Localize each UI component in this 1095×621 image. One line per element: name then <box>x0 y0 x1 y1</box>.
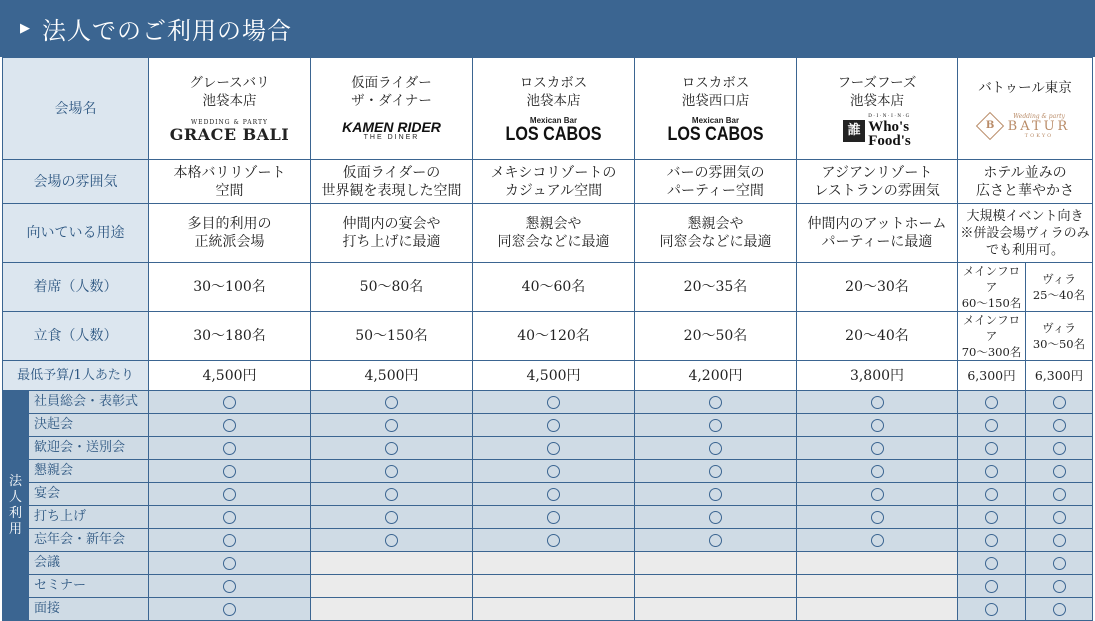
row-label-suitable-use: 向いている用途 <box>3 204 149 263</box>
available-cell <box>1026 414 1093 437</box>
venue-header-whos-foods <box>797 58 958 160</box>
standing-cell: 50〜150名 <box>311 312 473 361</box>
available-cell <box>149 575 311 598</box>
circle-mark-icon <box>223 396 236 409</box>
available-cell <box>311 460 473 483</box>
unavailable-cell <box>311 575 473 598</box>
budget-cell-main-floor: 6,300円 <box>958 361 1026 391</box>
available-cell <box>635 437 797 460</box>
use-row-label: 懇親会 <box>29 460 149 483</box>
available-cell <box>797 483 958 506</box>
available-cell <box>958 414 1026 437</box>
grace-bali-logo: WEDDING & PARTY GRACE BALI <box>169 118 290 144</box>
circle-mark-icon <box>871 442 884 455</box>
available-cell <box>797 506 958 529</box>
available-cell <box>311 414 473 437</box>
venue-header-los-cabos-honten <box>473 58 635 160</box>
circle-mark-icon <box>1053 419 1066 432</box>
standing-row <box>3 312 1093 361</box>
available-cell <box>1026 598 1093 621</box>
available-cell <box>797 460 958 483</box>
use-row <box>3 529 1093 552</box>
available-cell <box>1026 506 1093 529</box>
seated-cell: 20〜35名 <box>635 263 797 312</box>
use-cell: 懇親会や 同窓会などに最適 <box>635 204 797 263</box>
circle-mark-icon <box>985 419 998 432</box>
circle-mark-icon <box>547 534 560 547</box>
use-row-label: 面接 <box>29 598 149 621</box>
budget-row <box>3 361 1093 391</box>
standing-cell-main-floor: メインフロア 70〜300名 <box>958 312 1026 361</box>
circle-mark-icon <box>547 488 560 501</box>
circle-mark-icon <box>1053 488 1066 501</box>
available-cell <box>473 391 635 414</box>
standing-cell: 20〜50名 <box>635 312 797 361</box>
row-label-venue-name: 会場名 <box>3 58 149 160</box>
use-row-label: 決起会 <box>29 414 149 437</box>
standing-cell: 20〜40名 <box>797 312 958 361</box>
atmosphere-cell: メキシコリゾートの カジュアル空間 <box>473 160 635 204</box>
circle-mark-icon <box>985 603 998 616</box>
circle-mark-icon <box>709 419 722 432</box>
circle-mark-icon <box>385 419 398 432</box>
seated-cell: 20〜30名 <box>797 263 958 312</box>
circle-mark-icon <box>385 511 398 524</box>
unavailable-cell <box>797 552 958 575</box>
atmosphere-cell: アジアンリゾート レストランの雰囲気 <box>797 160 958 204</box>
available-cell <box>473 506 635 529</box>
circle-mark-icon <box>709 534 722 547</box>
venue-header-batur <box>958 58 1093 160</box>
use-row-label: 宴会 <box>29 483 149 506</box>
circle-mark-icon <box>871 419 884 432</box>
available-cell <box>1026 529 1093 552</box>
venue-header-kamen-rider <box>311 58 473 160</box>
use-row-label: 忘年会・新年会 <box>29 529 149 552</box>
los-cabos-logo: Mexican Bar LOS CABOS <box>667 116 764 145</box>
unavailable-cell <box>473 598 635 621</box>
available-cell <box>473 437 635 460</box>
circle-mark-icon <box>1053 511 1066 524</box>
unavailable-cell <box>635 575 797 598</box>
available-cell <box>311 437 473 460</box>
suitable-use-row <box>3 204 1093 263</box>
standing-cell: 30〜180名 <box>149 312 311 361</box>
available-cell <box>635 506 797 529</box>
venue-name: 仮面ライダー ザ・ダイナー <box>351 74 432 109</box>
circle-mark-icon <box>547 511 560 524</box>
available-cell <box>1026 391 1093 414</box>
batur-logo: B Wedding & party BATUR TOKYO <box>958 113 1092 139</box>
available-cell <box>149 437 311 460</box>
circle-mark-icon <box>709 442 722 455</box>
available-cell <box>149 506 311 529</box>
use-cell: 懇親会や 同窓会などに最適 <box>473 204 635 263</box>
circle-mark-icon <box>985 580 998 593</box>
circle-mark-icon <box>1053 580 1066 593</box>
circle-mark-icon <box>385 442 398 455</box>
available-cell <box>311 391 473 414</box>
available-cell <box>149 529 311 552</box>
use-row <box>3 483 1093 506</box>
circle-mark-icon <box>985 534 998 547</box>
available-cell <box>1026 552 1093 575</box>
circle-mark-icon <box>709 488 722 501</box>
available-cell <box>635 460 797 483</box>
seated-cell: 30〜100名 <box>149 263 311 312</box>
los-cabos-logo: Mexican Bar LOS CABOS <box>505 116 602 145</box>
circle-mark-icon <box>985 442 998 455</box>
circle-mark-icon <box>547 465 560 478</box>
venue-header-grace-bali <box>149 58 311 160</box>
circle-mark-icon <box>1053 442 1066 455</box>
available-cell <box>311 529 473 552</box>
use-row <box>3 391 1093 414</box>
available-cell <box>958 460 1026 483</box>
available-cell <box>635 391 797 414</box>
available-cell <box>1026 575 1093 598</box>
available-cell <box>149 460 311 483</box>
circle-mark-icon <box>223 488 236 501</box>
circle-mark-icon <box>385 534 398 547</box>
available-cell <box>1026 460 1093 483</box>
unavailable-cell <box>635 552 797 575</box>
circle-mark-icon <box>223 511 236 524</box>
budget-cell: 4,200円 <box>635 361 797 391</box>
available-cell <box>635 483 797 506</box>
available-cell <box>473 529 635 552</box>
standing-cell: 40〜120名 <box>473 312 635 361</box>
available-cell <box>958 552 1026 575</box>
available-cell <box>149 598 311 621</box>
row-label-seated: 着席（人数） <box>3 263 149 312</box>
available-cell <box>797 529 958 552</box>
available-cell <box>958 529 1026 552</box>
available-cell <box>149 552 311 575</box>
corporate-use-rows <box>3 391 1093 621</box>
circle-mark-icon <box>709 465 722 478</box>
available-cell <box>797 437 958 460</box>
standing-cell-villa: ヴィラ 30〜50名 <box>1026 312 1093 361</box>
circle-mark-icon <box>985 396 998 409</box>
row-label-atmosphere: 会場の雰囲気 <box>3 160 149 204</box>
available-cell <box>1026 483 1093 506</box>
use-row <box>3 506 1093 529</box>
atmosphere-cell: 本格バリリゾート 空間 <box>149 160 311 204</box>
budget-cell: 4,500円 <box>149 361 311 391</box>
kamen-rider-logo: KAMEN RIDER THE DINER <box>342 118 441 141</box>
available-cell <box>958 391 1026 414</box>
circle-mark-icon <box>547 396 560 409</box>
available-cell <box>311 483 473 506</box>
available-cell <box>635 414 797 437</box>
venue-name: グレースバリ 池袋本店 <box>189 74 270 109</box>
available-cell <box>311 506 473 529</box>
unavailable-cell <box>311 552 473 575</box>
whos-foods-logo: 誰 D·I·N·I·N·G Who's Food's <box>797 118 957 144</box>
circle-mark-icon <box>223 442 236 455</box>
venue-name: フーズフーズ 池袋本店 <box>837 74 917 109</box>
available-cell <box>958 575 1026 598</box>
available-cell <box>149 391 311 414</box>
circle-mark-icon <box>223 603 236 616</box>
circle-mark-icon <box>385 396 398 409</box>
available-cell <box>797 391 958 414</box>
available-cell <box>958 483 1026 506</box>
corporate-use-label: 法人利用 <box>8 473 22 537</box>
use-row <box>3 552 1093 575</box>
circle-mark-icon <box>985 488 998 501</box>
circle-mark-icon <box>385 465 398 478</box>
circle-mark-icon <box>709 396 722 409</box>
available-cell <box>473 460 635 483</box>
available-cell <box>473 414 635 437</box>
budget-cell: 4,500円 <box>311 361 473 391</box>
use-cell: 仲間内のアットホーム パーティーに最適 <box>797 204 958 263</box>
budget-cell: 4,500円 <box>473 361 635 391</box>
unavailable-cell <box>473 552 635 575</box>
row-label-min-budget: 最低予算/1人あたり <box>3 361 149 391</box>
atmosphere-cell: 仮面ライダーの 世界観を表現した空間 <box>311 160 473 204</box>
seated-row <box>3 263 1093 312</box>
atmosphere-cell: バーの雰囲気の パーティー空間 <box>635 160 797 204</box>
circle-mark-icon <box>871 465 884 478</box>
circle-mark-icon <box>1053 396 1066 409</box>
circle-mark-icon <box>985 465 998 478</box>
circle-mark-icon <box>223 534 236 547</box>
atmosphere-row <box>3 160 1093 204</box>
unavailable-cell <box>635 598 797 621</box>
row-label-standing: 立食（人数） <box>3 312 149 361</box>
use-cell: 大規模イベント向き ※併設会場ヴィラのみ でも利用可。 <box>958 204 1093 263</box>
circle-mark-icon <box>709 511 722 524</box>
available-cell <box>473 483 635 506</box>
available-cell <box>958 437 1026 460</box>
circle-mark-icon <box>385 488 398 501</box>
use-row <box>3 575 1093 598</box>
circle-mark-icon <box>547 442 560 455</box>
available-cell <box>958 506 1026 529</box>
use-row-label: 会議 <box>29 552 149 575</box>
unavailable-cell <box>797 575 958 598</box>
circle-mark-icon <box>547 419 560 432</box>
use-cell: 仲間内の宴会や 打ち上げに最適 <box>311 204 473 263</box>
use-row-label: セミナー <box>29 575 149 598</box>
available-cell <box>1026 437 1093 460</box>
venue-name: ロスカボス 池袋西口店 <box>681 74 750 109</box>
available-cell <box>149 414 311 437</box>
seated-cell: 40〜60名 <box>473 263 635 312</box>
venue-comparison-table <box>2 57 1093 621</box>
circle-mark-icon <box>223 419 236 432</box>
circle-mark-icon <box>985 557 998 570</box>
venue-name: バトゥール東京 <box>978 79 1072 96</box>
use-cell: 多目的利用の 正統派会場 <box>149 204 311 263</box>
venue-header-los-cabos-nishiguchi <box>635 58 797 160</box>
unavailable-cell <box>473 575 635 598</box>
unavailable-cell <box>797 598 958 621</box>
seated-cell-main-floor: メインフロア 60〜150名 <box>958 263 1026 312</box>
budget-cell: 3,800円 <box>797 361 958 391</box>
circle-mark-icon <box>223 580 236 593</box>
atmosphere-cell: ホテル並みの 広さと華やかさ <box>958 160 1093 204</box>
circle-mark-icon <box>1053 534 1066 547</box>
seated-cell-villa: ヴィラ 25〜40名 <box>1026 263 1093 312</box>
venue-name-row <box>3 58 1093 160</box>
budget-cell-villa: 6,300円 <box>1026 361 1093 391</box>
use-row <box>3 598 1093 621</box>
circle-mark-icon <box>223 557 236 570</box>
use-row <box>3 414 1093 437</box>
triangle-icon: ▶ <box>20 21 30 36</box>
use-row-label: 打ち上げ <box>29 506 149 529</box>
available-cell <box>635 529 797 552</box>
circle-mark-icon <box>871 396 884 409</box>
venue-name: ロスカボス 池袋本店 <box>519 74 588 109</box>
circle-mark-icon <box>1053 603 1066 616</box>
circle-mark-icon <box>871 534 884 547</box>
use-row-label: 社員総会・表彰式 <box>29 391 149 414</box>
circle-mark-icon <box>1053 465 1066 478</box>
use-row <box>3 437 1093 460</box>
unavailable-cell <box>311 598 473 621</box>
available-cell <box>149 483 311 506</box>
circle-mark-icon <box>985 511 998 524</box>
section-header <box>0 0 1095 57</box>
section-title: 法人でのご利用の場合 <box>42 17 292 45</box>
corporate-use-side-label <box>3 391 29 621</box>
available-cell <box>797 414 958 437</box>
available-cell <box>958 598 1026 621</box>
use-row-label: 歓迎会・送別会 <box>29 437 149 460</box>
circle-mark-icon <box>223 465 236 478</box>
use-row <box>3 460 1093 483</box>
circle-mark-icon <box>871 488 884 501</box>
circle-mark-icon <box>1053 557 1066 570</box>
seated-cell: 50〜80名 <box>311 263 473 312</box>
circle-mark-icon <box>871 511 884 524</box>
